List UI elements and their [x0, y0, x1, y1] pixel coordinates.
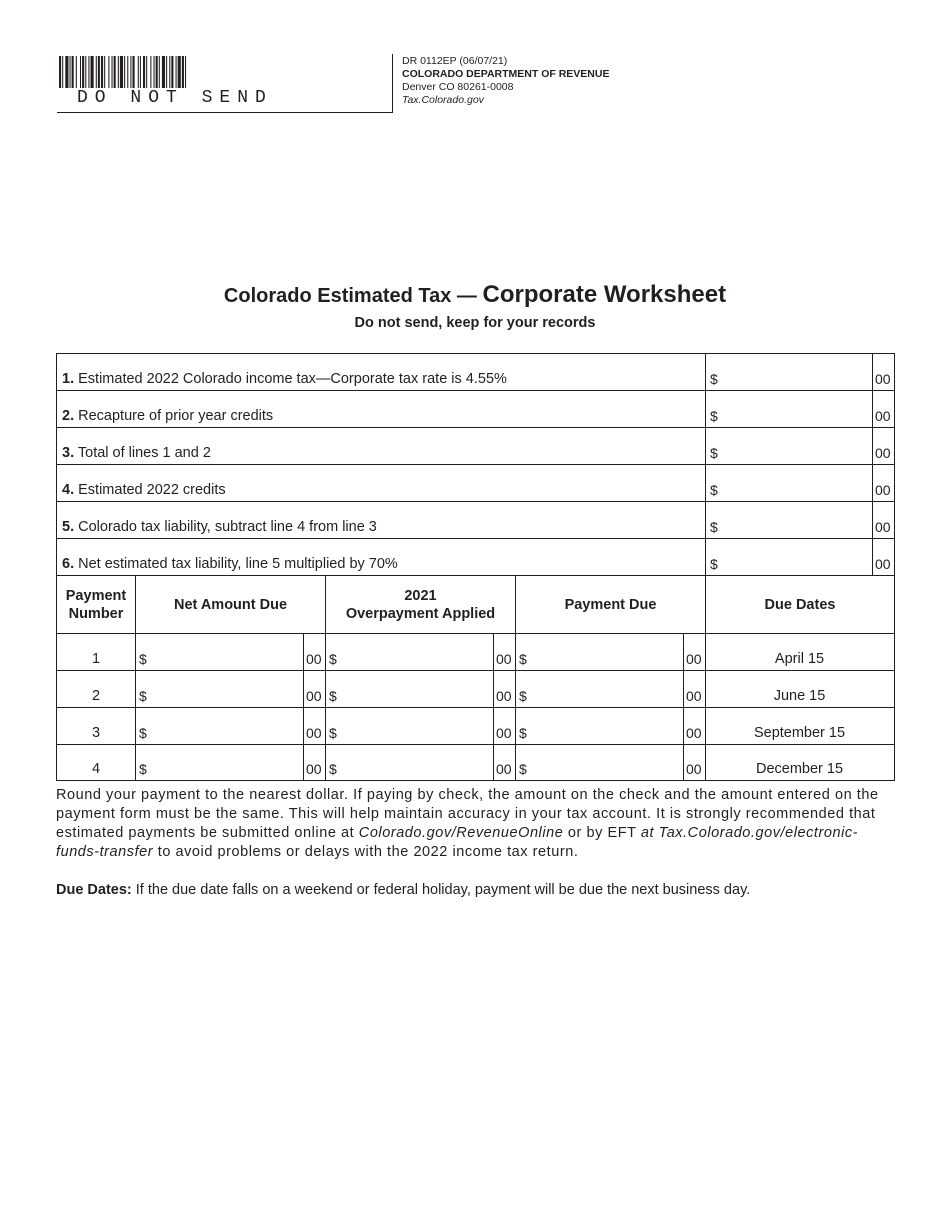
header-payment-number: Payment Number	[65, 587, 127, 622]
cents-box: 00	[683, 708, 705, 744]
payment-number: 1	[91, 651, 101, 667]
cents-box: 00	[303, 745, 325, 780]
payment-row-2	[57, 671, 894, 708]
line-label: 4. Estimated 2022 credits	[62, 482, 226, 498]
overpayment-applied-field[interactable]	[325, 634, 515, 670]
payment-due-field[interactable]	[515, 708, 705, 744]
cents-box: 00	[493, 708, 515, 744]
department-name: COLORADO DEPARTMENT OF REVENUE	[402, 68, 610, 80]
line-3-amount-field[interactable]	[705, 428, 894, 464]
cents-box: 00	[493, 745, 515, 780]
cents-box: 00	[683, 745, 705, 780]
cents-box: 00	[303, 708, 325, 744]
agency-info	[402, 55, 609, 107]
worksheet-table	[56, 353, 895, 781]
payment-row-3	[57, 708, 894, 745]
net-amount-due-field[interactable]	[135, 634, 325, 670]
worksheet-line-3	[57, 428, 894, 465]
worksheet-line-5	[57, 502, 894, 539]
instructions-paragraph: Round your payment to the nearest dollar. If paying by check, the amount on the check and the amount entered on the payment form must be the same. This will help maintain accuracy in your tax account. It is strongly recommended that estimated payments be submitted online at Colorado.gov/RevenueOnline or by EFT at Tax.Colorado.gov/electronic-funds-transfer to avoid problems or delays with the 2022 income tax return.	[56, 787, 879, 860]
department-website: Tax.Colorado.gov	[402, 94, 484, 106]
cents-box: 00	[872, 465, 894, 501]
payment-number: 2	[91, 688, 101, 704]
due-date: June 15	[773, 688, 826, 704]
payment-due-field[interactable]	[515, 745, 705, 780]
due-dates-note	[56, 882, 898, 898]
header-overpayment-applied: 2021 Overpayment Applied	[325, 576, 515, 633]
cents-box: 00	[683, 634, 705, 670]
cents-box: 00	[493, 671, 515, 707]
dollar-sign: $	[329, 761, 337, 777]
line-label: 1. Estimated 2022 Colorado income tax—Corporate tax rate is 4.55%	[62, 371, 507, 387]
dollar-sign: $	[710, 408, 718, 424]
dollar-sign: $	[139, 688, 147, 704]
line-label: 5. Colorado tax liability, subtract line 4 from line 3	[62, 519, 377, 535]
form-number: DR 0112EP (06/07/21)	[402, 55, 508, 67]
title-part-2: Corporate Worksheet	[482, 281, 727, 308]
line-label: 6. Net estimated tax liability, line 5 multiplied by 70%	[62, 556, 398, 572]
due-date: December 15	[755, 761, 844, 777]
revenue-online-link[interactable]: Colorado.gov/RevenueOnline	[358, 825, 564, 841]
payment-row-1	[57, 634, 894, 671]
cents-box: 00	[303, 634, 325, 670]
dollar-sign: $	[710, 371, 718, 387]
payment-row-4	[57, 745, 894, 780]
cents-box: 00	[872, 502, 894, 538]
payment-table-header	[57, 576, 894, 634]
dollar-sign: $	[329, 688, 337, 704]
department-address: Denver CO 80261-0008	[402, 81, 514, 93]
barcode-caption: DO NOT SEND	[77, 88, 273, 108]
title-part-1: Colorado Estimated Tax —	[223, 285, 483, 307]
due-dates-text: If the due date falls on a weekend or federal holiday, payment will be due the next business day.	[131, 882, 751, 898]
dollar-sign: $	[519, 688, 527, 704]
line-6-amount-field[interactable]	[705, 539, 894, 575]
page-subtitle: Do not send, keep for your records	[354, 315, 596, 331]
line-label: 3. Total of lines 1 and 2	[62, 445, 211, 461]
barcode-image	[59, 56, 279, 88]
dollar-sign: $	[139, 651, 147, 667]
payment-number: 3	[91, 725, 101, 741]
cents-box: 00	[872, 539, 894, 575]
dollar-sign: $	[710, 519, 718, 535]
dollar-sign: $	[519, 651, 527, 667]
payment-due-field[interactable]	[515, 671, 705, 707]
barcode-block	[57, 54, 393, 113]
payment-due-field[interactable]	[515, 634, 705, 670]
line-label: 2. Recapture of prior year credits	[62, 408, 274, 424]
cents-box: 00	[872, 428, 894, 464]
worksheet-line-1	[57, 354, 894, 391]
net-amount-due-field[interactable]	[135, 745, 325, 780]
cents-box: 00	[872, 391, 894, 427]
header-payment-due: Payment Due	[515, 576, 705, 633]
line-2-amount-field[interactable]	[705, 391, 894, 427]
dollar-sign: $	[139, 761, 147, 777]
worksheet-line-6	[57, 539, 894, 576]
overpayment-applied-field[interactable]	[325, 671, 515, 707]
cents-box: 00	[493, 634, 515, 670]
net-amount-due-field[interactable]	[135, 708, 325, 744]
overpayment-applied-field[interactable]	[325, 708, 515, 744]
line-1-amount-field[interactable]	[705, 354, 894, 390]
worksheet-line-2	[57, 391, 894, 428]
dollar-sign: $	[519, 725, 527, 741]
dollar-sign: $	[519, 761, 527, 777]
page-title	[0, 281, 950, 309]
dollar-sign: $	[710, 445, 718, 461]
due-date: April 15	[774, 651, 825, 667]
cents-box: 00	[872, 354, 894, 390]
payment-number: 4	[91, 761, 101, 777]
cents-box: 00	[683, 671, 705, 707]
dollar-sign: $	[710, 482, 718, 498]
worksheet-line-4	[57, 465, 894, 502]
overpayment-applied-field[interactable]	[325, 745, 515, 780]
header-due-dates: Due Dates	[705, 576, 894, 633]
dollar-sign: $	[710, 556, 718, 572]
dollar-sign: $	[329, 725, 337, 741]
header-net-amount-due: Net Amount Due	[135, 576, 325, 633]
dollar-sign: $	[329, 651, 337, 667]
line-4-amount-field[interactable]	[705, 465, 894, 501]
line-5-amount-field[interactable]	[705, 502, 894, 538]
due-date: September 15	[753, 725, 846, 741]
dollar-sign: $	[139, 725, 147, 741]
net-amount-due-field[interactable]	[135, 671, 325, 707]
eft-link[interactable]: at Tax.Colorado.gov/electronic-funds-transfer	[56, 825, 859, 860]
due-dates-label: Due Dates:	[56, 882, 132, 898]
cents-box: 00	[303, 671, 325, 707]
